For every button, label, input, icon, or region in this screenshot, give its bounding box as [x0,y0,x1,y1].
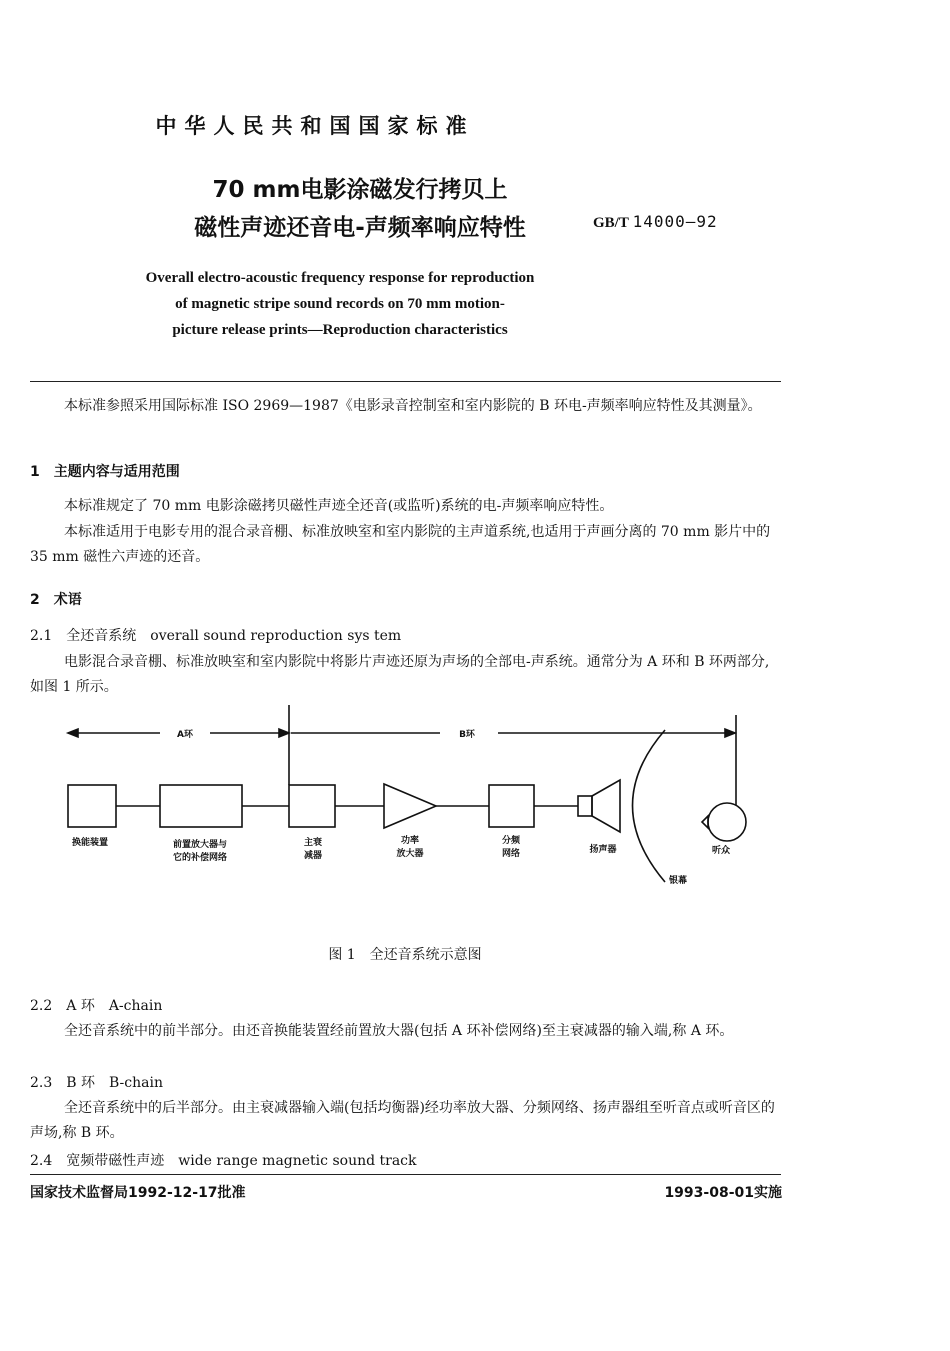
section-1-paragraph-2: 本标准适用于电影专用的混合录音棚、标准放映室和室内影院的主声道系统,也适用于声画分离的 70 mm 影片中的 35 mm 磁性六声迹的还音。 [30,524,771,565]
listener-nose [702,816,708,828]
screen-arc [633,730,666,882]
a-chain-arrow-left [68,729,78,737]
preamp-label-2: 它的补偿网络 [172,853,228,863]
english-title-line-1: Overall electro-acoustic frequency response for reproduction [145,270,535,286]
national-standard-header: 中华人民共和国国家标准 [155,114,475,138]
power-amp-label-1: 功率 [400,836,420,846]
listener-head [708,803,746,841]
transducer-box [68,785,116,827]
system-diagram [0,700,950,940]
section-2-3-body: 全还音系统中的后半部分。由主衰减器输入端(包括均衡器)经功率放大器、分频网络、扬声器组至听音点或听音区的声场,称 B 环。 [30,1100,775,1141]
implementation-date: 1993-08-01实施 [664,1185,782,1201]
a-chain-arrow-right [279,729,289,737]
section-2-1-heading: 2.1 全还音系统 overall sound reproduction sys tem [30,628,402,644]
crossover-label-1: 分频 [501,836,521,846]
section-2-4-heading: 2.4 宽频带磁性声迹 wide range magnetic sound track [30,1153,417,1169]
power-amp-label-2: 放大器 [396,849,424,859]
section-1-paragraph-1: 本标准规定了 70 mm 电影涂磁拷贝磁性声迹全还音(或监听)系统的电-声频率响应特性。 [64,498,614,514]
speaker-cone [592,780,620,832]
section-2-heading: 2 术语 [30,592,82,608]
b-chain-label: B环 [459,730,475,740]
section-2-2-heading: 2.2 A 环 A-chain [30,998,163,1014]
title-line-1: 70 mm电影涂磁发行拷贝上 [212,177,508,203]
b-chain-arrow-right [725,729,735,737]
speaker-label: 扬声器 [589,845,617,855]
crossover-box [489,785,534,827]
fader-box [289,785,335,827]
section-2-3-heading: 2.3 B 环 B-chain [30,1075,163,1091]
footer-divider [30,1174,781,1175]
screen-label: 银幕 [668,876,688,886]
header-divider [30,381,781,382]
section-2-1-body: 电影混合录音棚、标准放映室和室内影院中将影片声迹还原为声场的全部电-声系统。通常分为 A 环和 B 环两部分,如图 1 所示。 [30,654,770,695]
approval-date: 国家技术监督局1992-12-17批准 [30,1185,246,1201]
english-title-line-2: of magnetic stripe sound records on 70 mm motion- [175,296,505,312]
section-2-2-body: 全还音系统中的前半部分。由还音换能装置经前置放大器(包括 A 环补偿网络)至主衰减器的输入端,称 A 环。 [64,1023,734,1039]
standard-number [593,212,718,232]
listener-label: 听众 [711,846,731,856]
speaker-magnet [578,796,592,816]
standard-code: 14000—92 [632,212,718,231]
power-amp-triangle [384,784,436,828]
fader-label-2: 减器 [303,851,323,861]
transducer-label: 换能装置 [71,838,109,848]
standard-prefix: GB/T [593,215,629,231]
section-1-heading: 1 主题内容与适用范围 [30,464,180,480]
a-chain-label: A环 [177,730,193,740]
preamp-label-1: 前置放大器与 [172,840,228,850]
title-line-2: 磁性声迹还音电-声频率响应特性 [194,215,526,241]
english-title-line-3: picture release prints—Reproduction characteristics [172,322,508,338]
figure-caption: 图 1 全还音系统示意图 [328,947,482,963]
preamp-box [160,785,242,827]
intro-paragraph: 本标准参照采用国际标准 ISO 2969—1987《电影录音控制室和室内影院的 B 环电-声频率响应特性及其测量》。 [64,398,762,414]
fader-label-1: 主衰 [303,838,323,848]
crossover-label-2: 网络 [501,849,521,859]
